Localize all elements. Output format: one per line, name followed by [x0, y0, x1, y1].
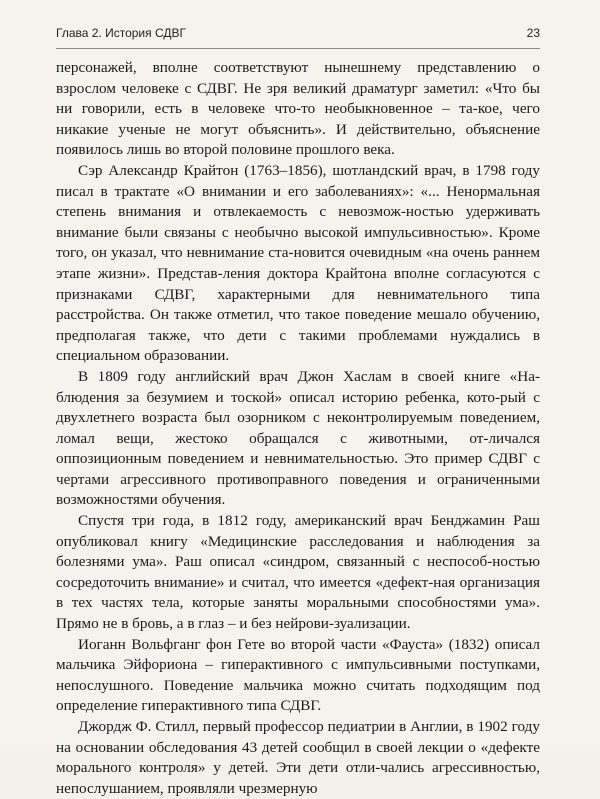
paragraph-3: В 1809 году английский врач Джон Хаслам в своей книге «На-блюдения за безумием и тоской» описал историю ребенка, кото-рый с двухлетнего возраста был озорником с неконтролируемым поведением, ломал вещи, жестоко обращался с животными, от-личался оппозиционным поведением и невнимательностью. Это пример СДВГ с чертами агрессивного противоправного поведения и ограниченными возможностями обучения.	[56, 367, 540, 509]
paragraph-5: Иоганн Вольфганг фон Гете во второй части «Фауста» (1832) описал мальчика Эйфориона – гиперактивного с импульсивными поступками, непослушного. Поведение мальчика можно считать подходящим под определение гиперактивного типа СДВГ.	[56, 635, 540, 715]
page-number: 23	[526, 26, 540, 40]
page-body	[56, 58, 540, 799]
running-header	[56, 18, 540, 49]
paragraph-4: Спустя три года, в 1812 году, американский врач Бенджамин Раш опубликовал книгу «Медицинские расследования и наблюдения за болезнями ума». Раш описал «синдром, связанный с неспособ-ностью сосредоточить внимание» и считал, что имеется «дефект-ная организация в тех частях тела, которые заняты моральными способностями ума». Прямо не в бровь, а в глаз – и без нейрови-зуализации.	[56, 512, 540, 633]
paragraph-2: Сэр Александр Крайтон (1763–1856), шотландский врач, в 1798 году писал в трактате «О внимании и его заболеваниях»: «... Ненормальная степень внимания и отвлекаемость с невозмож-ностью удерживать внимание были связаны с необычно высокой импульсивностью». Кроме того, он указал, что невнимание ста-новится очевидным «на очень раннем этапе жизни». Представ-ления доктора Крайтона вполне согласуются с признаками СДВГ, характерными для невнимательного типа расстройства. Он также отметил, что такое поведение мешало обучению, предполагая также, что дети с такими проблемами нуждались в специальном образовании.	[56, 161, 540, 365]
paragraph-1: персонажей, вполне соответствуют нынешнему представлению о взрослом человеке с СДВГ. Не зря великий драматург заметил: «Что бы ни говорили, есть в человеке что-то необыкновенное – та-кое, чего никакие ученые не могут объяснить». И действительно, объяснение появилось лишь во второй половине прошлого века.	[56, 59, 540, 159]
paragraph-6: Джордж Ф. Стилл, первый профессор педиатрии в Англии, в 1902 году на основании обследования 43 детей сообщил в своей лекции о «дефекте морального контроля» у детей. Эти дети отли-чались агрессивностью, непослушанием, проявляли чрезмерную	[56, 718, 540, 797]
chapter-title: Глава 2. История СДВГ	[56, 26, 186, 40]
